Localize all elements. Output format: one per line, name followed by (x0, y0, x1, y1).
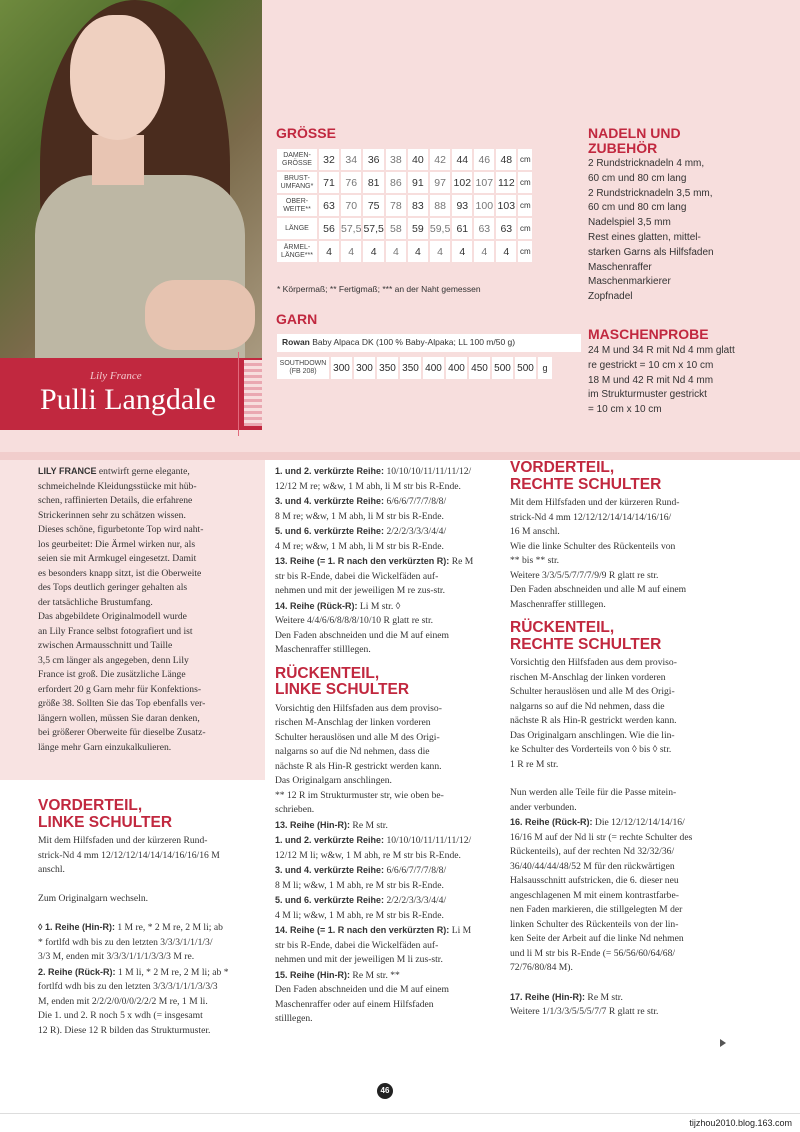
groesse-heading: GRÖSSE (276, 125, 336, 141)
row-text: Re M str. ** (350, 969, 400, 981)
size-cell: 40 (408, 149, 428, 170)
text-line: ** 12 R im Strukturmuster str, wie oben be- (275, 789, 444, 801)
text-line: des Tops deutlich geringer gehalten als (38, 582, 188, 593)
text-line: 3,5 cm länger als angegeben, denn Lily (38, 654, 189, 666)
text-line: ken Seite der Arbeit auf die linke Nd nehmen (510, 933, 684, 944)
instruction-line (510, 815, 742, 831)
row-text: 10/10/10/11/11/11/12/ (384, 466, 472, 477)
row-text: Die 12/12/12/14/14/16/ (592, 817, 685, 828)
column-1: LILY FRANCE entwirft gerne elegante, schmeichelnde Kleidungsstücke mit hüb- schen, raffinierten Details, die erfahrene Strickerinnen sehr zu schätzen wissen. Dieses schöne, figurbetonte Top wird naht- los geurbeitet: Die Ärmel wirken nur, als seien sie mit Armkugel eingesetzt. Damit es besonders knapp sitzt, ist die Oberweite des Tops deutlich geringer gehalten als der tatsächliche Brustumfang. Das abgebildete Originalmodell wurde an Lily France selbst fotografiert und ist zwischen Armausschnitt und Taille 3,5 cm länger als angegeben, denn Lily France ist groß. Die zusätzliche Länge erfordert 20 g Garn mehr für Konfektions- größe 38. Sollten Sie das Top ebenfalls ver- längern wollen, müssen Sie daran denken, bei größerer Oberweite für dieselbe Zusatz- länge mehr Garn einzukalkulieren. (38, 464, 260, 755)
size-cell: 4 (496, 241, 516, 262)
text-line: Den Faden abschneiden und die M auf einem (275, 629, 449, 641)
table-row (277, 172, 532, 193)
text-line: strick-Nd 4 mm 12/12/12/14/14/14/16/16/16 M (38, 849, 220, 861)
designer-name: Lily France (90, 370, 142, 382)
row-text: Re M (449, 556, 474, 567)
text-line: rischen M-Anschlag der linken vorderen (275, 717, 431, 728)
text-line: 3/3 M, enden mit 3/3/3/1/1/1/3/3/3 M re. (38, 951, 195, 962)
text-line: 60 cm und 80 cm lang (588, 202, 687, 214)
instruction-line (275, 464, 505, 480)
size-cell: 83 (408, 195, 428, 216)
title-box (0, 358, 262, 430)
text-line: angeschlagenen M mit einem kontrastfarbe- (510, 889, 679, 901)
row-label: 15. Reihe (Hin-R): (275, 969, 351, 980)
size-cell: 46 (474, 149, 494, 170)
yarn-table (275, 355, 554, 381)
size-table (275, 147, 534, 264)
size-cell: 78 (386, 195, 406, 216)
yarn-cell: 350 (377, 357, 398, 379)
text-line: linken Schulter des Rückenteils von der lin- (510, 918, 679, 930)
text-line: re gestrickt = 10 cm x 10 cm (588, 359, 714, 371)
text-line: Nadelspiel 3,5 mm (588, 217, 671, 229)
text-line: Vorsichtig den Hilfsfaden aus dem proviso- (510, 657, 677, 668)
table-row (277, 218, 532, 239)
text-line: Maschenmarkierer (588, 276, 671, 288)
column-3 (510, 452, 742, 1020)
maschenprobe-heading: MASCHENPROBE (588, 326, 709, 342)
text-line: 12 R). Diese 12 R bilden das Strukturmuster. (38, 1024, 211, 1036)
text-line: M, enden mit 2/2/2/0/0/0/2/2/2 M re, 1 M li. (38, 995, 208, 1007)
row-text: 2/2/2/3/3/3/4/4/ (384, 895, 447, 906)
text-line: rischen M-Anschlag der linken vorderen (510, 671, 666, 683)
size-cell: 76 (341, 172, 361, 193)
text-line: es besonders knapp sitzt, ist die Oberweite (38, 567, 202, 579)
size-cell: 63 (496, 218, 516, 239)
section-heading: VORDERTEIL, LINKE SCHULTER (38, 797, 173, 831)
row-label: BRUST-UMFANG* (277, 172, 317, 193)
yarn-cell: 400 (423, 357, 444, 379)
row-label: ◊ 1. Reihe (Hin-R): (38, 922, 115, 932)
instruction-line (275, 524, 505, 540)
row-label: OBER-WEITE** (277, 195, 317, 216)
text-line: nalgarns so auf die Nd nehmen, dass die (510, 700, 665, 712)
text-line: länge mehr Garn einzukalkulieren. (38, 741, 172, 753)
text-line: 36/40/44/44/48/52 M für den rückwärtigen (510, 860, 675, 872)
text-line: Rückenteils), auf der rechten Nd 32/32/36/ (510, 846, 675, 857)
instruction-line (275, 494, 505, 510)
text-line: ke Schulter des Vorderteils von ◊ bis ◊ str. (510, 744, 672, 755)
text-line: Maschenraffer oder auf einem Hilfsfaden (275, 998, 434, 1010)
yarn-description: Rowan Baby Alpaca DK (100 % Baby-Alpaka; LL 100 m/50 g) (277, 334, 581, 352)
text-line: Mit dem Hilfsfaden und der kürzeren Rund- (38, 835, 208, 846)
size-cell: 100 (474, 195, 494, 216)
text-line: Schulter herauslösen und alle M des Origi- (275, 731, 440, 743)
row-label: 5. und 6. verkürzte Reihe: (275, 526, 385, 536)
text-line: 12/12 M li; w&w, 1 M abh, re M str bis R-Ende. (275, 849, 461, 861)
unit-cell: cm (518, 149, 532, 170)
row-label: 1. und 2. verkürzte Reihe: (275, 466, 385, 476)
text-line: fortlfd wdh bis zu den letzten 3/3/3/1/1/1/3/3/3 (38, 981, 218, 992)
text-line: nächste R als Hin-R gestrickt werden kann. (510, 715, 677, 726)
size-cell: 38 (386, 149, 406, 170)
size-cell: 59 (408, 218, 428, 239)
row-label: 14. Reihe (= 1. R nach den verkürzten R): (275, 925, 450, 935)
unit-cell: g (538, 357, 552, 379)
table-row (277, 149, 532, 170)
tape-line (238, 352, 239, 436)
size-cell: 88 (430, 195, 450, 216)
text-line: Schulter herauslösen und alle M des Origi- (510, 686, 675, 697)
text-line: = 10 cm x 10 cm (588, 404, 662, 416)
row-label: DAMEN-GRÖSSE (277, 149, 317, 170)
size-cell: 86 (386, 172, 406, 193)
size-cell: 71 (319, 172, 339, 193)
size-cell: 44 (452, 149, 472, 170)
yarn-cell: 400 (446, 357, 467, 379)
text-line: bei größerer Oberweite für dieselbe Zusatz- (38, 727, 206, 738)
row-label: LÄNGE (277, 218, 317, 239)
text-line: los geurbeitet: Die Ärmel wirken nur, als (38, 538, 196, 550)
size-cell: 57,5 (341, 218, 361, 239)
text-line: nalgarns so auf die Nd nehmen, dass die (275, 746, 430, 757)
size-cell: 36 (363, 149, 383, 170)
text-line: und li M str bis R-Ende (= 56/56/60/64/68/ (510, 947, 676, 959)
text-line: Strickerinnen sehr zu schätzen wissen. (38, 509, 186, 521)
text-line: nehmen und mit der jeweiligen M li zus-str. (275, 954, 443, 965)
maschenprobe-text (588, 344, 735, 418)
size-cell: 4 (452, 241, 472, 262)
yarn-cell: 300 (331, 357, 352, 379)
row-label: 1. und 2. verkürzte Reihe: (275, 835, 385, 845)
text-line: 12/12 M re; w&w, 1 M abh, li M str bis R-Ende. (275, 480, 461, 492)
text-line: größe 38. Sollten Sie das Top ebenfalls ver- (38, 698, 206, 709)
section-heading: RÜCKENTEIL, RECHTE SCHULTER (510, 619, 662, 653)
text-line: Weitere 1/1/3/3/5/5/5/7/7 R glatt re str. (510, 1006, 659, 1017)
instruction-line (275, 554, 505, 570)
text-line: Maschenraffer stilllegen. (275, 644, 371, 655)
size-cell: 63 (319, 195, 339, 216)
text-line: Weitere 3/3/5/5/7/7/7/9/9 R glatt re str. (510, 569, 659, 581)
text-line: Das Originalgarn anschlingen. (275, 775, 392, 786)
size-cell: 42 (430, 149, 450, 170)
yarn-cell: 450 (469, 357, 490, 379)
footer-line (0, 1113, 800, 1114)
size-cell: 34 (341, 149, 361, 170)
text-line: Das abgebildete Originalmodell wurde (38, 611, 187, 622)
text-line: Rest eines glatten, mittel- (588, 231, 701, 243)
text-line: 72/76/80/84 M). (510, 962, 573, 973)
text-line: ** bis ** str. (510, 555, 560, 566)
source-site: tijzhou2010.blog.163.com (689, 1118, 792, 1128)
model-photo (0, 0, 262, 358)
size-cell: 75 (363, 195, 383, 216)
row-label: 3. und 4. verkürzte Reihe: (275, 496, 385, 506)
instruction-line (38, 965, 268, 981)
yarn-cell: 500 (515, 357, 536, 379)
row-text: 6/6/6/7/7/7/8/8/ (384, 496, 447, 507)
row-label: SOUTHDOWN (FB 208) (277, 357, 329, 379)
row-label: 17. Reihe (Hin-R): (510, 991, 586, 1002)
instruction-line (275, 818, 505, 834)
text-line: Den Faden abschneiden und alle M auf einem (510, 584, 687, 595)
column-1-instructions: VORDERTEIL, LINKE SCHULTER Mit dem Hilfsfaden und der kürzeren Rund- strick-Nd 4 mm 12/12/12/14/14/14/16/16/16 M anschl. Zum Originalgarn wechseln. ◊ 1. Reihe (Hin-R): 1 M re, * 2 M re, 2 M li; ab * fortlfd wdh bis zu den letzten 3/3/3/1/1/1/3/ 3/3 M, enden mit 3/3/3/1/1/1/3/3/3 M re. 2. Reihe (Rück-R): 1 M li, * 2 M re, 2 M li; ab * fortlfd wdh bis zu den letzten 3/3/3/1/1/1/3/3/3 M, enden mit 2/2/2/0/0/0/2/2/2 M re, 1 M li. Die 1. und 2. R noch 5 x wdh (= insgesamt 12 R). Diese 12 R bilden das Strukturmuster. (38, 790, 268, 1038)
text-line: längern wollen, müssen Sie daran denken, (38, 712, 200, 724)
text-line: Halsausschnitt aufstricken, die 6. dieser neu (510, 875, 679, 886)
garn-heading: GARN (276, 311, 318, 327)
row-text: Re M str. (585, 991, 623, 1003)
size-cell: 4 (319, 241, 339, 262)
instruction-line (38, 920, 268, 936)
text-line: ander verbunden. (510, 801, 577, 813)
row-text: 2/2/2/3/3/3/4/4/ (384, 526, 447, 537)
row-text: Li M (449, 925, 472, 936)
row-label: 14. Reihe (Rück-R): (275, 600, 358, 611)
instruction-line (510, 990, 742, 1006)
size-cell: 81 (363, 172, 383, 193)
instruction-line (275, 863, 505, 879)
size-cell: 61 (452, 218, 472, 239)
text-line: 8 M li; w&w, 1 M abh, re M str bis R-Ende. (275, 879, 444, 891)
section-heading: VORDERTEIL, RECHTE SCHULTER (510, 459, 662, 493)
text-line: str bis R-Ende, dabei die Wickelfäden auf- (275, 570, 439, 582)
instruction-line (275, 893, 505, 909)
row-text: 6/6/6/7/7/7/8/8/ (384, 865, 447, 876)
continue-arrow-icon (720, 1039, 726, 1047)
text-line: 2 Rundstricknadeln 3,5 mm, (588, 187, 713, 199)
text-line: 60 cm und 80 cm lang (588, 172, 687, 184)
section-heading: RÜCKENTEIL, LINKE SCHULTER (275, 664, 410, 698)
unit-cell: cm (518, 172, 532, 193)
size-cell: 4 (430, 241, 450, 262)
text-line: str bis R-Ende, dabei die Wickelfäden auf- (275, 939, 439, 951)
row-label: 5. und 6. verkürzte Reihe: (275, 895, 385, 905)
text-line: 1 R re M str. (510, 758, 559, 770)
text-line: 16 M anschl. (510, 526, 560, 537)
size-cell: 107 (474, 172, 494, 193)
size-cell: 4 (341, 241, 361, 262)
measuring-tape-icon (244, 360, 262, 426)
size-cell: 59,5 (430, 218, 450, 239)
text-line: Vorsichtig den Hilfsfaden aus dem proviso- (275, 702, 442, 714)
text-line: schmeichelnde Kleidungsstücke mit hüb- (38, 480, 197, 492)
text-line: Wie die linke Schulter des Rückenteils von (510, 540, 676, 552)
text-line: Maschenraffer stilllegen. (510, 598, 606, 610)
page-number: 46 (377, 1083, 393, 1099)
unit-cell: cm (518, 218, 532, 239)
size-cell: 91 (408, 172, 428, 193)
pattern-title: Pulli Langdale (40, 383, 216, 416)
unit-cell: cm (518, 241, 532, 262)
table-row (277, 195, 532, 216)
instruction-line (275, 833, 505, 849)
yarn-cell: 300 (354, 357, 375, 379)
text-line: schen, raffinierten Details, die erfahrene (38, 495, 193, 506)
text-line: Mit dem Hilfsfaden und der kürzeren Rund- (510, 497, 680, 508)
size-cell: 58 (386, 218, 406, 239)
text-line: nen Faden markieren, die stillgelegten M der (510, 904, 683, 915)
size-cell: 32 (319, 149, 339, 170)
size-cell: 63 (474, 218, 494, 239)
size-cell: 93 (452, 195, 472, 216)
text-line: Die 1. und 2. R noch 5 x wdh (= insgesamt (38, 1010, 203, 1021)
text-line: stilllegen. (275, 1013, 313, 1024)
text-line: anschl. (38, 864, 65, 875)
table-row (277, 241, 532, 262)
text-line: strick-Nd 4 mm 12/12/12/14/14/14/16/16/ (510, 511, 672, 523)
text-line: entwirft gerne elegante, (96, 466, 190, 477)
text-line: der tatsächliche Brustumfang. (38, 596, 153, 608)
size-cell: 4 (474, 241, 494, 262)
text-line: 2 Rundstricknadeln 4 mm, (588, 158, 705, 169)
text-line: 18 M und 42 R mit Nd 4 mm (588, 374, 714, 386)
size-cell: 102 (452, 172, 472, 193)
text-line: seien sie mit Armkugel eingesetzt. Damit (38, 553, 197, 564)
size-cell: 4 (386, 241, 406, 262)
size-cell: 57,5 (363, 218, 383, 239)
text-line: 16/16 M auf der Nd li str (= rechte Schulter des (510, 831, 693, 843)
row-text: Li M str. ◊ (357, 600, 401, 612)
row-text: Re M str. (350, 819, 388, 831)
size-cell: 48 (496, 149, 516, 170)
row-text: 10/10/10/11/11/11/12/ (384, 835, 472, 846)
text-line: 4 M re; w&w, 1 M abh, li M str bis R-Ende. (275, 540, 444, 552)
yarn-cell: 500 (492, 357, 513, 379)
size-cell: 4 (408, 241, 428, 262)
row-label: 2. Reihe (Rück-R): (38, 966, 116, 977)
nadeln-heading: NADELN UND ZUBEHÖR (588, 125, 681, 156)
text-line: schrieben. (275, 804, 315, 815)
column-2 (275, 464, 505, 1027)
text-line: Das Originalgarn anschlingen. Wie die lin- (510, 729, 675, 741)
row-text: 1 M li, * 2 M re, 2 M li; ab * (115, 966, 229, 978)
text-line: nächste R als Hin-R gestrickt werden kann. (275, 760, 442, 772)
text-line: Zopfnadel (588, 291, 633, 303)
size-cell: 56 (319, 218, 339, 239)
size-cell: 97 (430, 172, 450, 193)
text-line: Weitere 4/4/6/6/8/8/8/10/10 R glatt re str. (275, 615, 434, 626)
row-label: 13. Reihe (Hin-R): (275, 819, 351, 830)
text-line: an Lily France selbst fotografiert und ist (38, 625, 193, 637)
text-line: nehmen und mit der jeweiligen M re zus-str. (275, 585, 445, 596)
size-footnote: * Körpermaß; ** Fertigmaß; *** an der Naht gemessen (277, 284, 481, 294)
nadeln-list (588, 157, 714, 305)
text-line: 4 M li; w&w, 1 M abh, re M str bis R-Ende. (275, 909, 444, 921)
size-cell: 112 (496, 172, 516, 193)
text-line: Maschenraffer (588, 261, 652, 273)
text-line: Den Faden abschneiden und die M auf einem (275, 984, 449, 995)
size-cell: 70 (341, 195, 361, 216)
instruction-line (275, 923, 505, 939)
text-line: 24 M und 34 R mit Nd 4 mm glatt (588, 345, 735, 356)
size-cell: 103 (496, 195, 516, 216)
text-line: starken Garns als Hilfsfaden (588, 246, 714, 258)
size-cell: 4 (363, 241, 383, 262)
text-line: 8 M re; w&w, 1 M abh, li M str bis R-Ende. (275, 510, 444, 522)
text-line: * fortlfd wdh bis zu den letzten 3/3/3/1/1/1/3/ (38, 936, 213, 948)
row-label: ÄRMEL-LÄNGE*** (277, 241, 317, 262)
text-line: Dieses schöne, figurbetonte Top wird naht- (38, 524, 204, 535)
row-label: 3. und 4. verkürzte Reihe: (275, 865, 385, 875)
text-line: erfordert 20 g Garn mehr für Konfektions- (38, 683, 202, 695)
text-line: Nun werden alle Teile für die Passe mitein- (510, 787, 677, 798)
instruction-line (275, 599, 505, 615)
yarn-cell: 350 (400, 357, 421, 379)
table-row (277, 357, 552, 379)
instruction-line (275, 968, 505, 984)
text-line: zwischen Armausschnitt und Taille (38, 640, 173, 651)
unit-cell: cm (518, 195, 532, 216)
text-line: France ist groß. Die zusätzliche Länge (38, 669, 186, 680)
text-line: im Strukturmuster gestrickt (588, 389, 707, 401)
row-label: 16. Reihe (Rück-R): (510, 817, 593, 827)
row-text: 1 M re, * 2 M re, 2 M li; ab (114, 922, 223, 933)
row-label: 13. Reihe (= 1. R nach den verkürzten R): (275, 556, 450, 566)
